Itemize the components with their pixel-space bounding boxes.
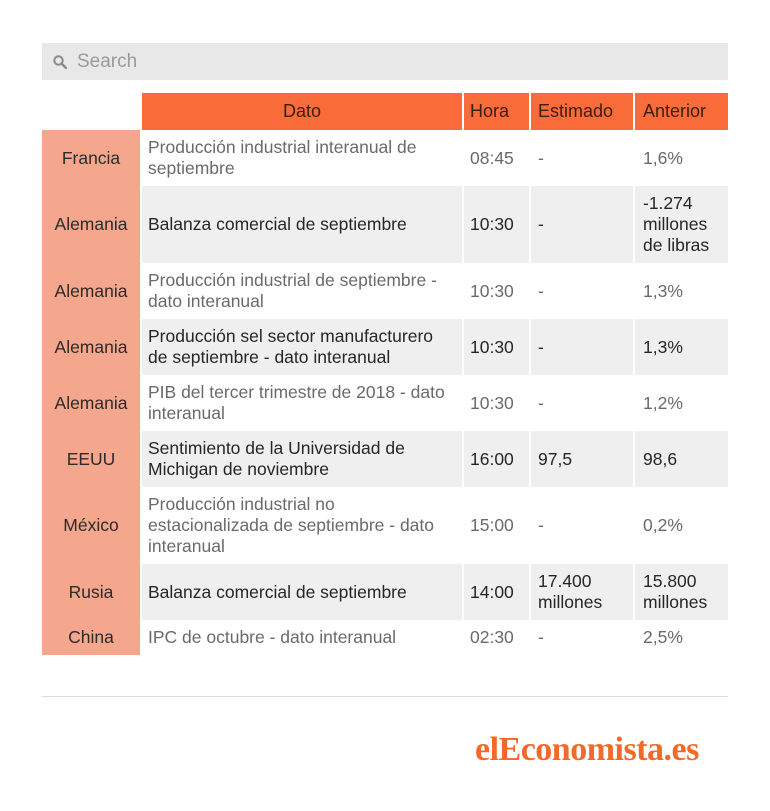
dato-cell: Sentimiento de la Universidad de Michigan de noviembre bbox=[140, 431, 462, 487]
country-cell: China bbox=[42, 620, 140, 655]
country-cell: Francia bbox=[42, 130, 140, 186]
country-cell: Alemania bbox=[42, 263, 140, 319]
search-bar[interactable] bbox=[42, 43, 728, 80]
hora-cell: 08:45 bbox=[462, 130, 529, 186]
calendar-table bbox=[42, 93, 728, 655]
anterior-cell: 1,6% bbox=[633, 130, 728, 186]
country-cell: Rusia bbox=[42, 564, 140, 620]
anterior-cell: 1,3% bbox=[633, 319, 728, 375]
estimado-cell: - bbox=[529, 375, 633, 431]
anterior-cell: 1,3% bbox=[633, 263, 728, 319]
dato-cell: PIB del tercer trimestre de 2018 - dato interanual bbox=[140, 375, 462, 431]
dato-cell: Balanza comercial de septiembre bbox=[140, 186, 462, 263]
dato-cell: Producción sel sector manufacturero de septiembre - dato interanual bbox=[140, 319, 462, 375]
country-cell: Alemania bbox=[42, 186, 140, 263]
hora-cell: 14:00 bbox=[462, 564, 529, 620]
estimado-cell: 17.400 millones bbox=[529, 564, 633, 620]
estimado-cell: - bbox=[529, 130, 633, 186]
country-cell: EEUU bbox=[42, 431, 140, 487]
anterior-cell: 1,2% bbox=[633, 375, 728, 431]
dato-cell: Balanza comercial de septiembre bbox=[140, 564, 462, 620]
table-row bbox=[42, 620, 728, 655]
estimado-cell: - bbox=[529, 186, 633, 263]
anterior-cell: -1.274 millones de libras bbox=[633, 186, 728, 263]
header-dato[interactable]: Dato bbox=[140, 93, 462, 130]
hora-cell: 15:00 bbox=[462, 487, 529, 564]
hora-cell: 16:00 bbox=[462, 431, 529, 487]
table-row bbox=[42, 431, 728, 487]
anterior-cell: 98,6 bbox=[633, 431, 728, 487]
anterior-cell: 2,5% bbox=[633, 620, 728, 655]
table-row bbox=[42, 375, 728, 431]
dato-cell: Producción industrial no estacionalizada de septiembre - dato interanual bbox=[140, 487, 462, 564]
header-anterior[interactable]: Anterior bbox=[633, 93, 728, 130]
hora-cell: 10:30 bbox=[462, 375, 529, 431]
table-row bbox=[42, 319, 728, 375]
country-cell: Alemania bbox=[42, 375, 140, 431]
header-hora[interactable]: Hora bbox=[462, 93, 529, 130]
table-row bbox=[42, 487, 728, 564]
table-row bbox=[42, 564, 728, 620]
table-row bbox=[42, 263, 728, 319]
hora-cell: 10:30 bbox=[462, 186, 529, 263]
dato-cell: IPC de octubre - dato interanual bbox=[140, 620, 462, 655]
search-input[interactable] bbox=[77, 51, 677, 73]
table-row bbox=[42, 130, 728, 186]
dato-cell: Producción industrial de septiembre - dato interanual bbox=[140, 263, 462, 319]
anterior-cell: 15.800 millones bbox=[633, 564, 728, 620]
anterior-cell: 0,2% bbox=[633, 487, 728, 564]
search-icon bbox=[53, 55, 67, 69]
hora-cell: 10:30 bbox=[462, 263, 529, 319]
estimado-cell: 97,5 bbox=[529, 431, 633, 487]
header-corner bbox=[42, 93, 140, 130]
eleconomista-logo[interactable]: elEconomista.es bbox=[475, 731, 699, 768]
hora-cell: 10:30 bbox=[462, 319, 529, 375]
estimado-cell: - bbox=[529, 263, 633, 319]
estimado-cell: - bbox=[529, 487, 633, 564]
hora-cell: 02:30 bbox=[462, 620, 529, 655]
footer-divider bbox=[42, 696, 728, 697]
header-estimado[interactable]: Estimado bbox=[529, 93, 633, 130]
dato-cell: Producción industrial interanual de septiembre bbox=[140, 130, 462, 186]
table-header bbox=[42, 93, 728, 130]
estimado-cell: - bbox=[529, 319, 633, 375]
country-cell: Alemania bbox=[42, 319, 140, 375]
table-row bbox=[42, 186, 728, 263]
estimado-cell: - bbox=[529, 620, 633, 655]
country-cell: México bbox=[42, 487, 140, 564]
